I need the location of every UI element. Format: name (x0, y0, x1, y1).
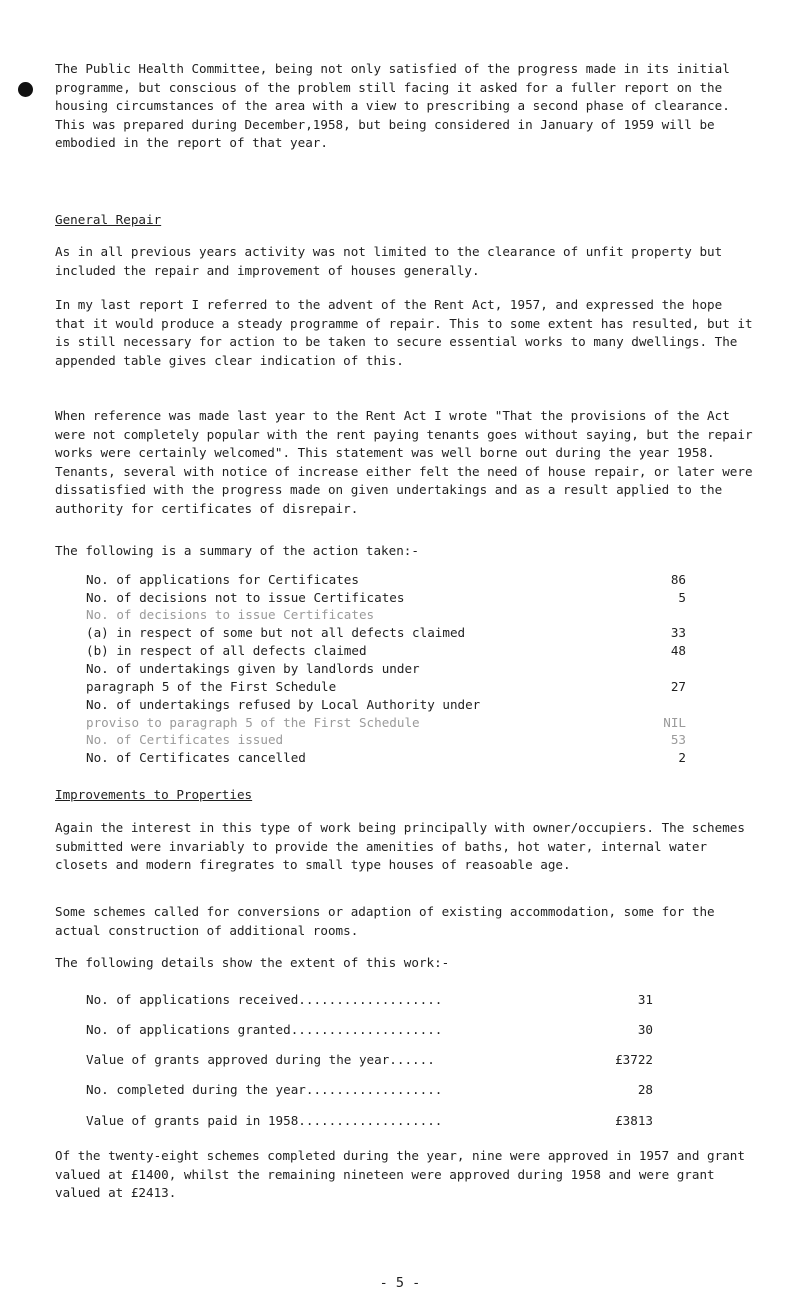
summary-row-label: paragraph 5 of the First Schedule (86, 679, 337, 694)
summary-row-label: No. of Certificates issued (86, 732, 284, 747)
grants-row-label: No. completed during the year.................. (86, 1082, 443, 1097)
summary-row-label: No. of applications for Certificates (86, 572, 359, 587)
grants-row-label: Value of grants paid in 1958................... (86, 1113, 443, 1128)
improvements-heading: Improvements to Properties (55, 787, 253, 802)
summary-row-value: NIL (663, 715, 686, 730)
summary-row (86, 749, 686, 767)
summary-row (86, 696, 686, 714)
summary-row-label: proviso to paragraph 5 of the First Schedule (86, 715, 420, 730)
summary-row-value: 53 (670, 732, 686, 747)
summary-intro: The following is a summary of the action taken:- (55, 543, 419, 558)
summary-row-label: No. of decisions not to issue Certificates (86, 590, 405, 605)
summary-row-value: 27 (670, 679, 686, 694)
general-repair-paragraph-1: As in all previous years activity was not limited to the clearance of unfit property but included the repair and improvement of houses generally. (55, 244, 723, 278)
summary-row-value: 86 (670, 572, 686, 587)
grants-row-value: 31 (637, 992, 653, 1007)
grants-row (86, 1111, 653, 1130)
grants-row-label: No. of applications received................... (86, 992, 443, 1007)
grants-row-label: No. of applications granted.................... (86, 1022, 443, 1037)
summary-row-label: No. of undertakings given by landlords under (86, 661, 420, 676)
summary-row-value: 33 (670, 625, 686, 640)
summary-row (86, 589, 686, 607)
summary-row (86, 571, 686, 589)
intro-paragraph: The Public Health Committee, being not only satisfied of the progress made in its initial programme, but conscious of the problem still facing it asked for a fuller report on the housing circumstances of the area with a view to prescribing a second phase of clearance. This was prepared during December,1958, but being considered in January of 1959 will be embodied in the report of that year. (55, 61, 730, 151)
page-number: - 5 - (379, 1275, 421, 1291)
grants-row (86, 1050, 653, 1069)
grants-row (86, 1080, 653, 1099)
summary-row-label: (b) in respect of all defects claimed (86, 643, 367, 658)
grants-row-label: Value of grants approved during the year...... (86, 1052, 435, 1067)
grants-row (86, 1020, 653, 1039)
summary-row (86, 606, 686, 624)
summary-row-value: 2 (678, 750, 686, 765)
summary-row-value: 5 (678, 590, 686, 605)
summary-row (86, 642, 686, 660)
grants-row-value: £3722 (615, 1052, 653, 1067)
summary-row-label: No. of decisions to issue Certificates (86, 607, 375, 622)
details-intro: The following details show the extent of this work:- (55, 955, 450, 970)
summary-row-label: No. of undertakings refused by Local Authority under (86, 697, 481, 712)
grants-row-value: £3813 (615, 1113, 653, 1128)
summary-row (86, 660, 686, 678)
summary-row-value: 48 (670, 643, 686, 658)
grants-row-value: 28 (637, 1082, 653, 1097)
summary-row (86, 678, 686, 696)
improvements-paragraph-3: Of the twenty-eight schemes completed during the year, nine were approved in 1957 and grant valued at £1400, whilst the remaining nineteen were approved during 1958 and were grant valued at £2413. (55, 1148, 745, 1201)
summary-row (86, 731, 686, 749)
general-repair-heading: General Repair (55, 212, 162, 227)
summary-row (86, 624, 686, 642)
general-repair-paragraph-3: When reference was made last year to the Rent Act I wrote "That the provisions of the Act were not completely popular with the rent paying tenants goes without saying, but the repair works were certainly welcomed". This statement was well borne out during the year 1958. Tenants, several with notice of increase either felt the need of house repair, or later were dissatisfied with the progress made on given undertakings and as a result applied to the authority for certificates of disrepair. (55, 408, 753, 516)
summary-row-label: (a) in respect of some but not all defects claimed (86, 625, 466, 640)
grants-row-value: 30 (637, 1022, 653, 1037)
improvements-paragraph-2: Some schemes called for conversions or adaption of existing accommodation, some for the actual construction of additional rooms. (55, 904, 715, 938)
summary-row-label: No. of Certificates cancelled (86, 750, 306, 765)
general-repair-paragraph-2: In my last report I referred to the advent of the Rent Act, 1957, and expressed the hope that it would produce a steady programme of repair. This to some extent has resulted, but it is still necessary for action to be taken to secure essential works to many dwellings. The appended table gives clear indication of this. (55, 297, 753, 368)
improvements-paragraph-1: Again the interest in this type of work being principally with owner/occupiers. The schemes submitted were invariably to provide the amenities of baths, hot water, internal water closets and modern firegrates to small type houses of reasoable age. (55, 820, 745, 873)
grants-row (86, 990, 653, 1009)
punch-hole-mark (18, 82, 33, 97)
summary-row (86, 714, 686, 732)
